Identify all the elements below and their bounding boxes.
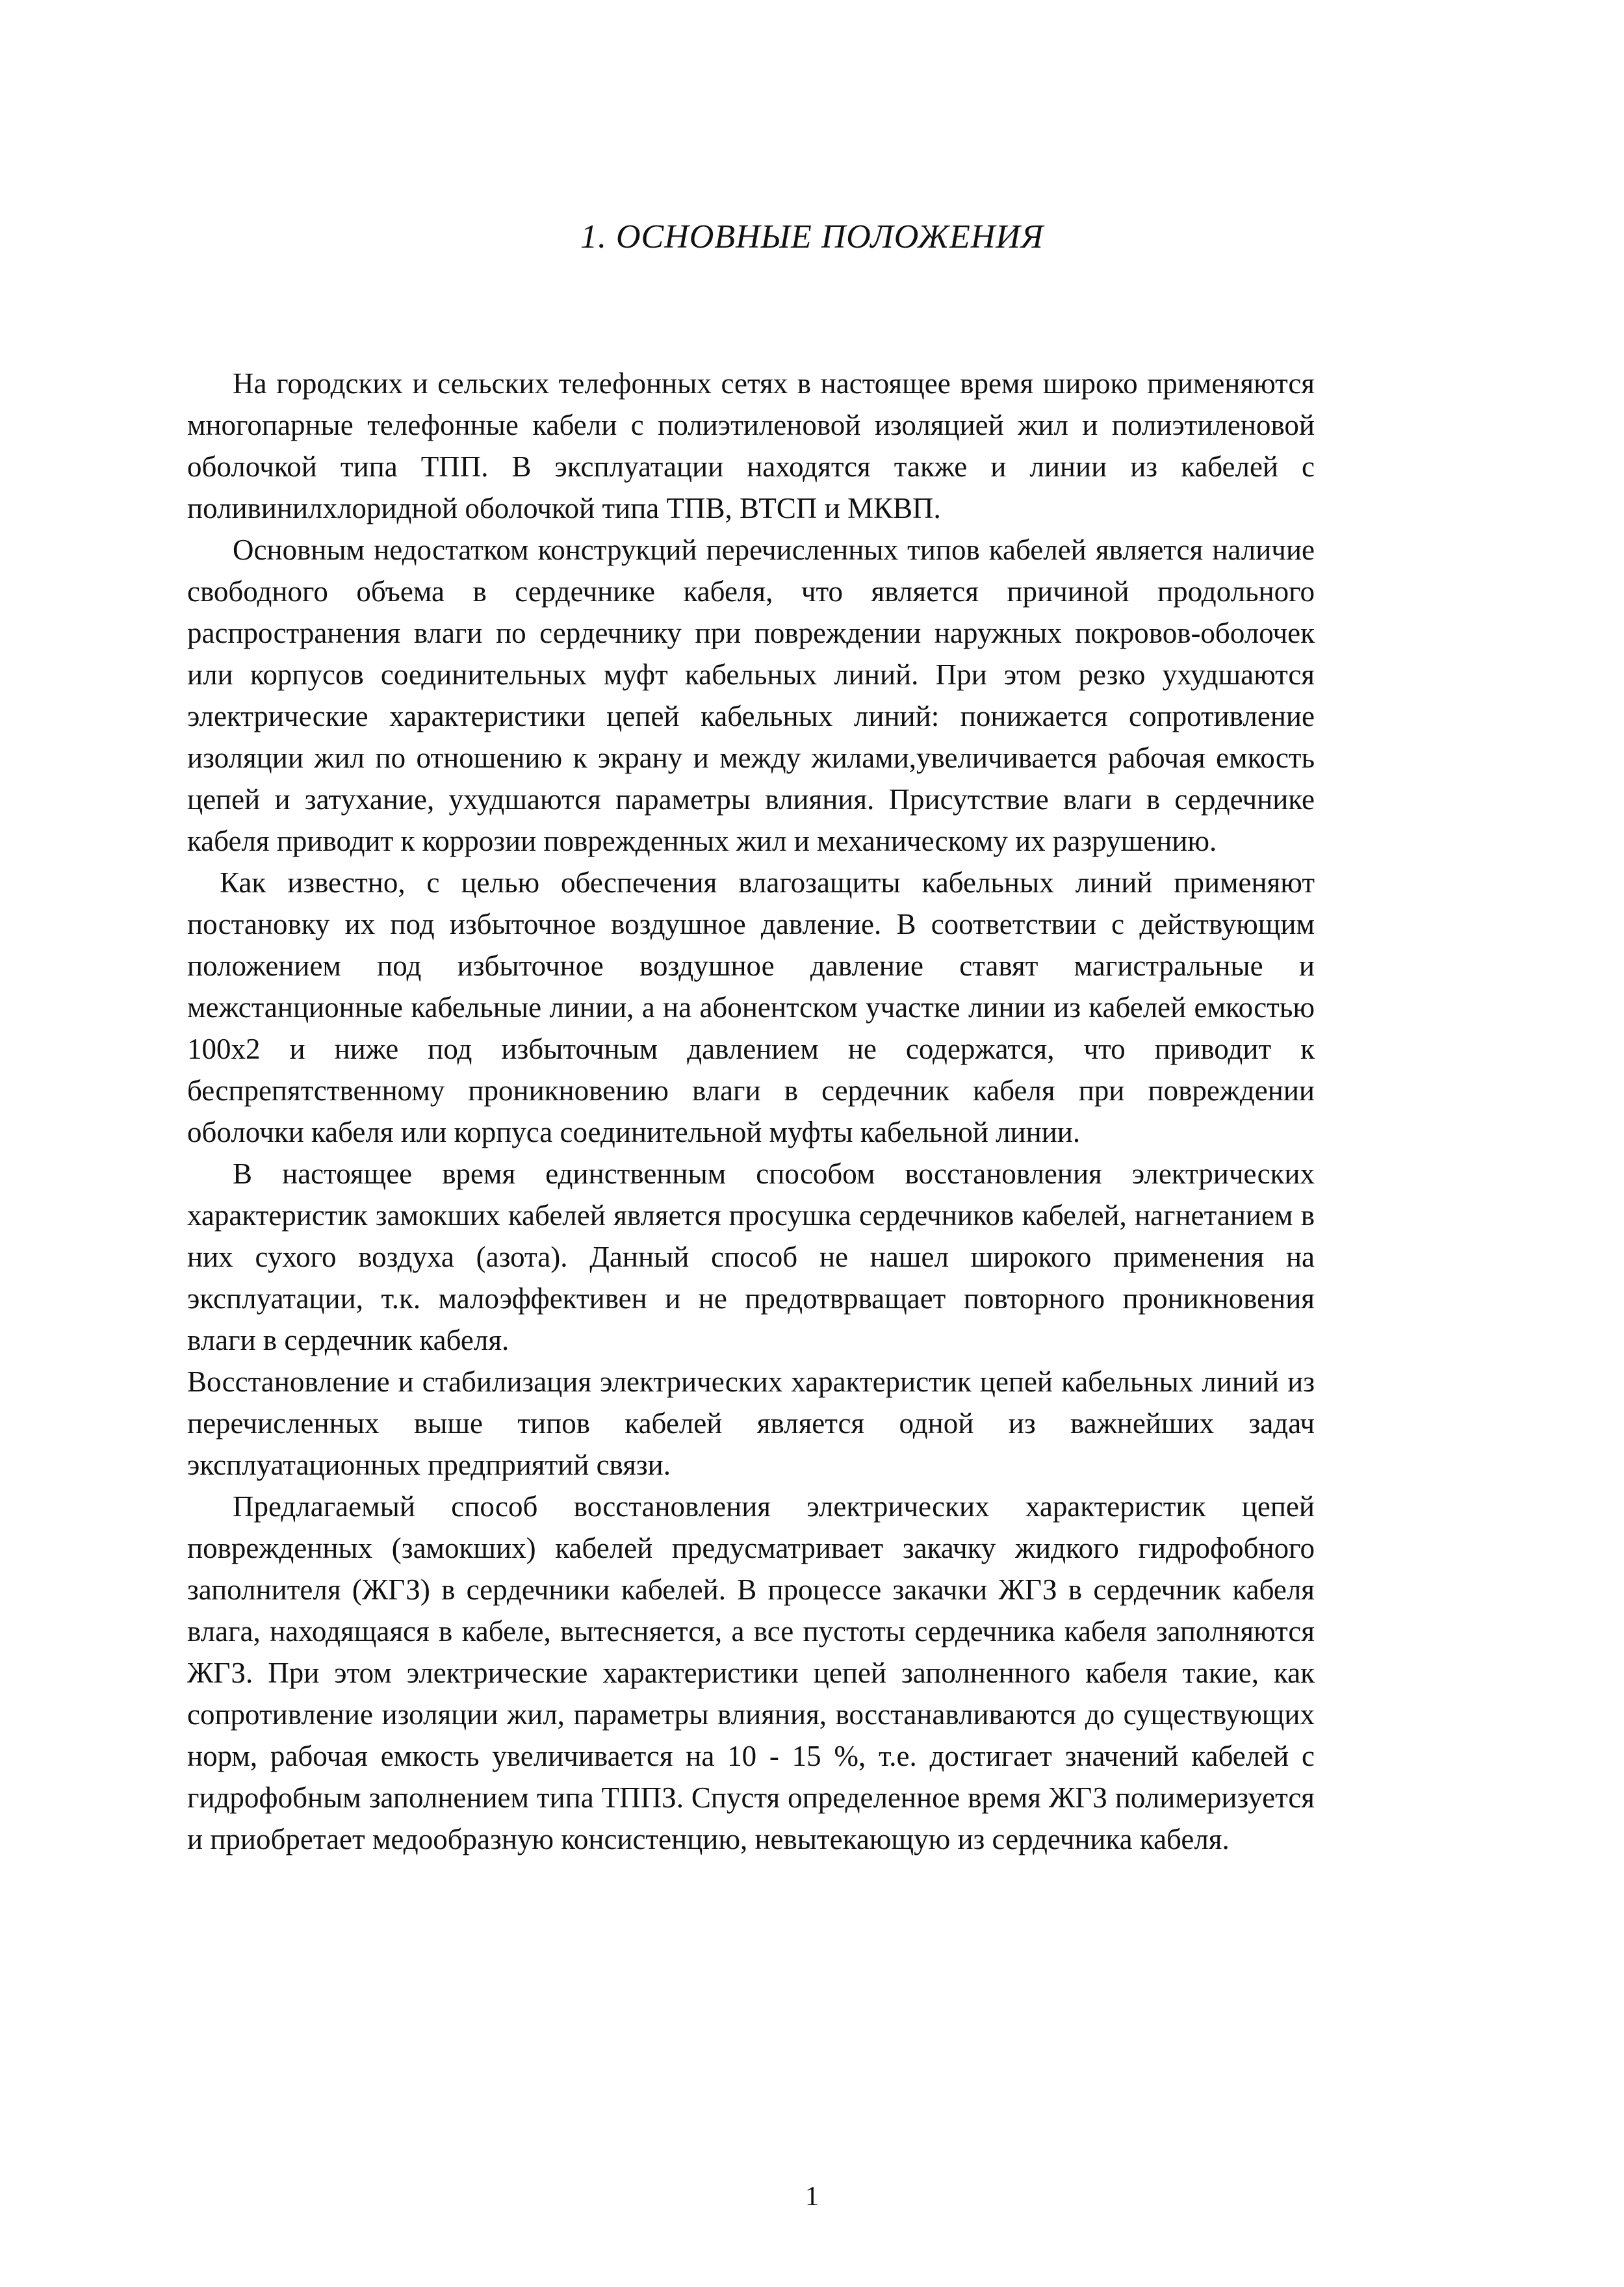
paragraph-design-drawback: Основным недостатком конструкций перечисленных типов кабелей является наличие свободного объема в сердечнике кабеля, что является причиной продольного распространения влаги по сердечнику при повреждении наружных покровов-оболочек или корпусов соединительных муфт кабельных линий. При этом резко ухудшаются электрические характеристики цепей кабельных линий: понижается сопротивление изоляции жил по отношению к экрану и между жилами,увеличивается рабочая емкость цепей и затухание, ухудшаются параметры влияния. Присутствие влаги в сердечнике кабеля приводит к коррозии поврежденных жил и механическому их разрушению. — [187, 534, 1315, 857]
paragraph-restoration-task: Восстановление и стабилизация электрических характеристик цепей кабельных линий из перечисленных выше типов кабелей является одной из важнейших задач эксплуатационных предприятий связи. — [187, 1365, 1315, 1481]
page-number: 1 — [805, 2182, 819, 2212]
section-heading: 1. ОСНОВНЫЕ ПОЛОЖЕНИЯ — [580, 218, 1044, 255]
paragraph-drying-method: В настоящее время единственным способом восстановления электрических характеристик замокших кабелей является просушка сердечников кабелей, нагнетанием в них сухого воздуха (азота). Данный способ не нашел широкого применения на эксплуатации, т.к. малоэффективен и не предотврващает повторного проникновения влаги в сердечник кабеля. — [187, 1157, 1315, 1356]
paragraph-proposed-method: Предлагаемый способ восстановления электрических характеристик цепей поврежденных (замокших) кабелей предусматривает закачку жидкого гидрофобного заполнителя (ЖГЗ) в сердечники кабелей. В процессе закачки ЖГЗ в сердечник кабеля влага, находящаяся в кабеле, вытесняется, а все пустоты сердечника кабеля заполняются ЖГЗ. При этом электрические характеристики цепей заполненного кабеля такие, как сопротивление изоляции жил, параметры влияния, восстанавливаются до существующих норм, рабочая емкость увеличивается на 10 - 15 %, т.е. достигает значений кабелей с гидрофобным заполнением типа ТППЗ. Спустя определенное время ЖГЗ полимеризуется и приобретает медообразную консистенцию, невытекающую из сердечника кабеля. — [187, 1490, 1315, 1855]
paragraph-moisture-protection: Как известно, с целью обеспечения влагозащиты кабельных линий применяют постановку их под избыточное воздушное давление. В соответствии с действующим положением под избыточное воздушное давление ставят магистральные и межстанционные кабельные линии, а на абонентском участке линии из кабелей емкостью 100х2 и ниже под избыточным давлением не содержатся, что приводит к беспрепятственному проникновению влаги в сердечник кабеля при повреждении оболочки кабеля или корпуса соединительной муфты кабельной линии. — [187, 866, 1315, 1148]
body-text — [187, 363, 1315, 1860]
paragraph-cable-types: На городских и сельских телефонных сетях в настоящее время широко применяются многопарные телефонные кабели с полиэтиленовой изоляцией жил и полиэтиленовой оболочкой типа ТПП. В эксплуатации находятся также и линии из кабелей с поливинилхлоридной оболочкой типа ТПВ, ВТСП и МКВП. — [187, 367, 1315, 524]
